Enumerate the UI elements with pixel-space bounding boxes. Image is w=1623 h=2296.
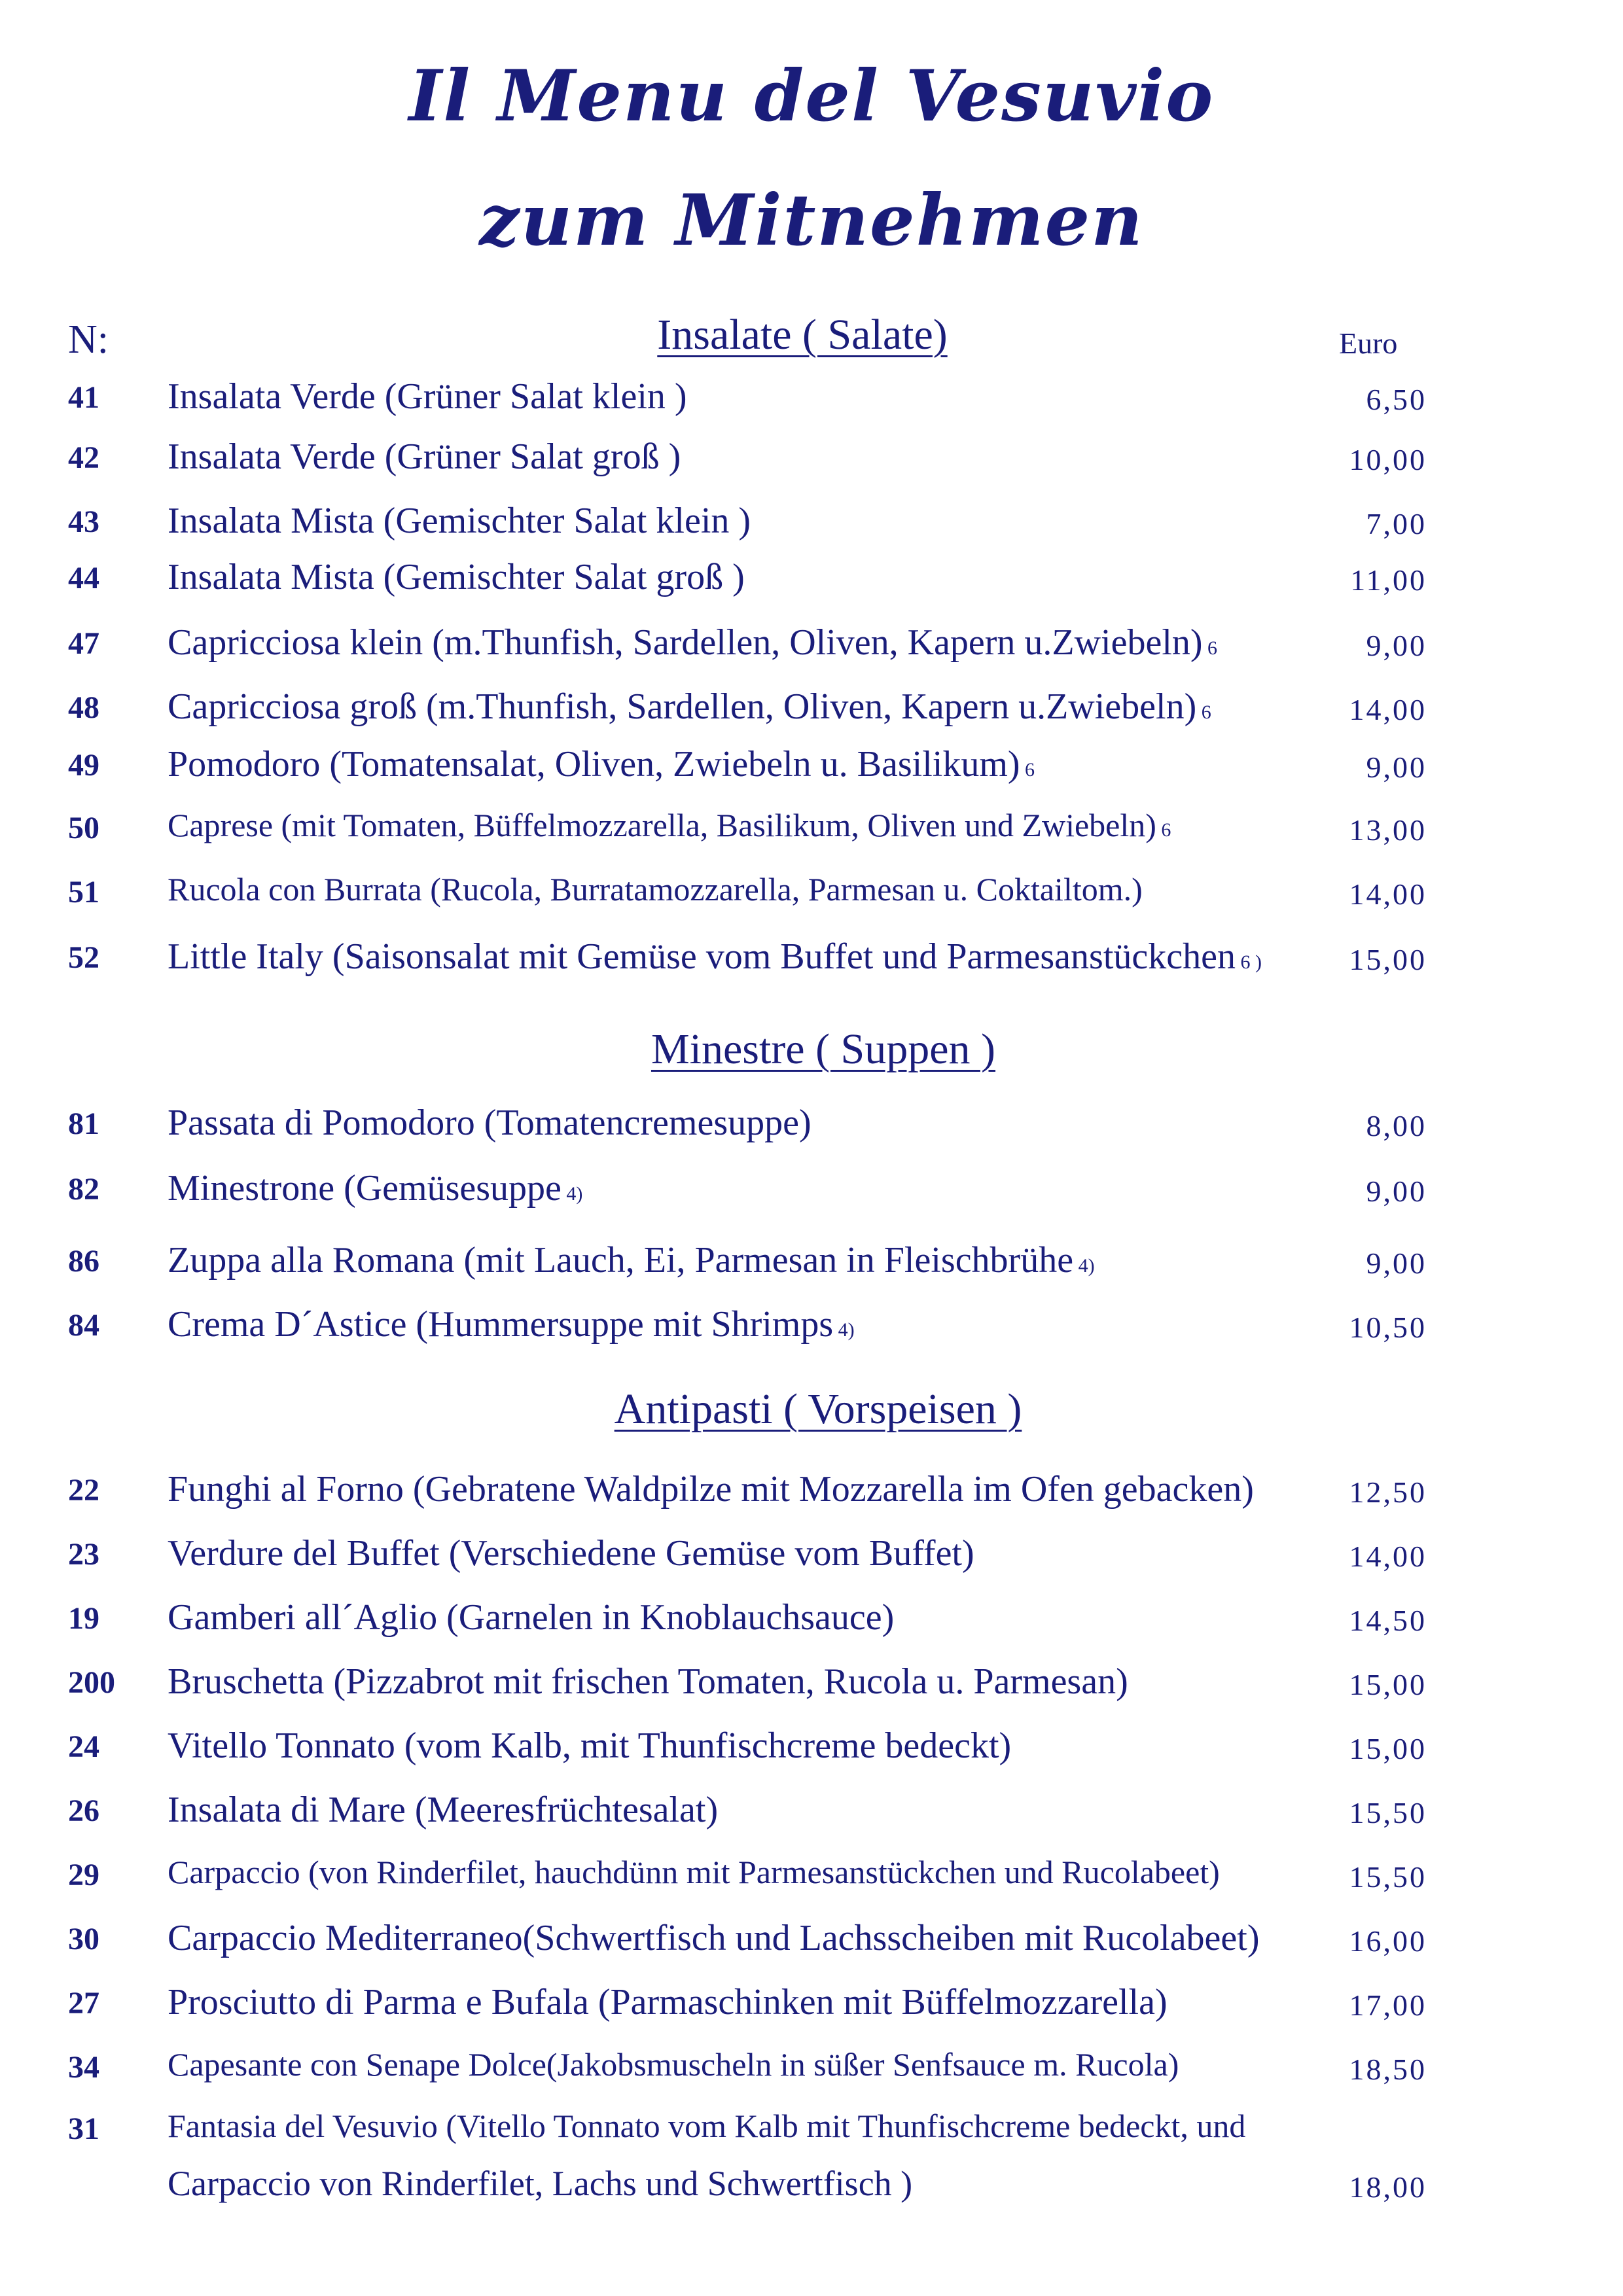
item-number: 51 (68, 875, 99, 910)
item-number: 22 (68, 1473, 99, 1508)
menu-item-row (0, 744, 1623, 800)
item-number: 200 (68, 1665, 115, 1700)
item-price: 10,50 (1349, 1311, 1427, 1344)
item-price: 6,50 (1366, 383, 1427, 416)
item-price: 9,00 (1366, 751, 1427, 784)
item-name (168, 936, 1346, 978)
item-name (168, 870, 1346, 908)
item-name (168, 376, 1346, 417)
item-price: 14,00 (1349, 877, 1427, 911)
item-name-text: Minestrone (Gemüsesuppe (168, 1168, 562, 1209)
menu-item-row (0, 1597, 1623, 1653)
item-name (168, 1597, 1346, 1638)
item-number: 48 (68, 690, 99, 725)
item-price: 15,50 (1349, 1860, 1427, 1894)
item-name (168, 1102, 1346, 1144)
menu-item-row (0, 1168, 1623, 1224)
item-name-text: Vitello Tonnato (vom Kalb, mit Thunfischcreme bedeckt) (168, 1725, 1012, 1766)
item-number: 82 (68, 1172, 99, 1207)
item-name (168, 500, 1346, 542)
menu-item-row (0, 1103, 1623, 1158)
menu-item-row (0, 1469, 1623, 1525)
item-number: 84 (68, 1308, 99, 1343)
menu-item-row (0, 871, 1623, 927)
item-price: 11,00 (1350, 563, 1427, 597)
allergen-note: 6 (1202, 637, 1218, 659)
item-number: 47 (68, 626, 99, 661)
allergen-note: 6 (1196, 701, 1211, 723)
item-name (168, 1239, 1346, 1281)
item-name-continuation: Carpaccio von Rinderfilet, Lachs und Schwertfisch ) (168, 2164, 913, 2203)
menu-item-row (0, 1790, 1623, 1845)
item-price: 7,00 (1366, 507, 1427, 540)
menu-item-row (0, 807, 1623, 862)
item-name (168, 556, 1346, 598)
item-name (168, 2107, 1346, 2145)
menu-item-row (0, 936, 1623, 992)
menu-item-row (0, 2108, 1623, 2204)
item-price: 9,00 (1366, 1174, 1427, 1208)
item-name-text: Prosciutto di Parma e Bufala (Parmaschinken mit Büffelmozzarella) (168, 1982, 1168, 2022)
section-heading-antipasti: Antipasti ( Vorspeisen ) (614, 1385, 1022, 1433)
item-number: 34 (68, 2050, 99, 2085)
item-name-text: Capricciosa klein (m.Thunfish, Sardellen, Oliven, Kapern u.Zwiebeln) (168, 622, 1203, 663)
item-name-text: Gamberi all´Aglio (Garnelen in Knoblauchsauce) (168, 1597, 895, 1638)
item-price: 14,00 (1349, 693, 1427, 726)
item-price: 17,00 (1349, 1988, 1427, 2022)
item-price: 10,00 (1349, 443, 1427, 476)
item-number: 31 (68, 2111, 99, 2146)
item-number: 50 (68, 811, 99, 845)
item-number: 23 (68, 1537, 99, 1572)
item-name-text: Insalata Verde (Grüner Salat groß ) (168, 436, 681, 477)
item-name-text: Bruschetta (Pizzabrot mit frischen Tomaten, Rucola u. Parmesan) (168, 1661, 1128, 1702)
item-price: 14,50 (1349, 1604, 1427, 1637)
item-name (168, 1789, 1346, 1831)
item-price: 15,00 (1349, 1732, 1427, 1765)
allergen-note: 4) (561, 1183, 583, 1205)
item-name (168, 1725, 1346, 1767)
item-price: 14,00 (1349, 1540, 1427, 1573)
menu-title-line2: zum Mitnehmen (479, 179, 1144, 262)
item-name (168, 1981, 1346, 2023)
item-number: 43 (68, 504, 99, 539)
allergen-note: 4) (833, 1319, 855, 1341)
item-number: 52 (68, 940, 99, 975)
menu-item-row (0, 436, 1623, 492)
menu-item-row (0, 622, 1623, 678)
item-name-text: Insalata Verde (Grüner Salat klein ) (168, 376, 687, 417)
item-name-text: Insalata Mista (Gemischter Salat groß ) (168, 557, 745, 597)
menu-title-line1: Il Menu del Vesuvio (408, 55, 1215, 137)
menu-item-row (0, 1918, 1623, 1973)
item-number: 27 (68, 1986, 99, 2021)
item-price: 8,00 (1366, 1109, 1427, 1142)
item-number: 24 (68, 1729, 99, 1764)
currency-column-label: Euro (1339, 327, 1398, 360)
item-name-text: Funghi al Forno (Gebratene Waldpilze mit Mozzarella im Ofen gebacken) (168, 1469, 1254, 1510)
item-price: 18,00 (1349, 2170, 1427, 2204)
item-number: 42 (68, 440, 99, 475)
item-name (168, 1661, 1346, 1703)
item-number: 26 (68, 1793, 99, 1828)
menu-item-row (0, 2046, 1623, 2102)
item-name (168, 1468, 1346, 1510)
item-name-text: Fantasia del Vesuvio (Vitello Tonnato vom Kalb mit Thunfischcreme bedeckt, und (168, 2108, 1246, 2144)
item-name (168, 1853, 1346, 1891)
item-number: 30 (68, 1922, 99, 1956)
item-name-text: Carpaccio (von Rinderfilet, hauchdünn mit Parmesanstückchen und Rucolabeet) (168, 1854, 1220, 1890)
item-name-text: Rucola con Burrata (Rucola, Burratamozzarella, Parmesan u. Coktailtom.) (168, 871, 1143, 908)
item-name-text: Crema D´Astice (Hummersuppe mit Shrimps (168, 1304, 834, 1345)
item-price: 9,00 (1366, 629, 1427, 662)
item-name-text: Little Italy (Saisonsalat mit Gemüse vom Buffet und Parmesanstückchen (168, 936, 1236, 977)
item-name-text: Capesante con Senape Dolce(Jakobsmuscheln in süßer Senfsauce m. Rucola) (168, 2046, 1179, 2083)
item-name (168, 2045, 1346, 2083)
item-name (168, 806, 1346, 844)
item-price: 13,00 (1349, 813, 1427, 847)
item-price: 12,50 (1349, 1475, 1427, 1509)
item-name-text: Insalata di Mare (Meeresfrüchtesalat) (168, 1790, 719, 1830)
item-number: 86 (68, 1244, 99, 1279)
menu-item-row (0, 686, 1623, 742)
item-name-text: Caprese (mit Tomaten, Büffelmozzarella, Basilikum, Oliven und Zwiebeln) (168, 807, 1156, 843)
item-price: 15,00 (1349, 943, 1427, 976)
item-price: 16,00 (1349, 1924, 1427, 1958)
menu-item-row (0, 1304, 1623, 1360)
item-name (168, 686, 1346, 728)
item-name (168, 1532, 1346, 1574)
item-name (168, 1167, 1346, 1209)
allergen-note: 6 (1156, 819, 1171, 841)
allergen-note: 6 (1020, 759, 1035, 781)
item-name-text: Pomodoro (Tomatensalat, Oliven, Zwiebeln u. Basilikum) (168, 744, 1020, 785)
item-name-text: Carpaccio Mediterraneo(Schwertfisch und Lachsscheiben mit Rucolabeet) (168, 1918, 1260, 1958)
section-heading-insalate: Insalate ( Salate) (657, 311, 948, 359)
number-column-label: N: (68, 317, 109, 362)
item-price: 18,50 (1349, 2053, 1427, 2086)
item-price: 15,50 (1349, 1796, 1427, 1829)
item-name-text: Capricciosa groß (m.Thunfish, Sardellen, Oliven, Kapern u.Zwiebeln) (168, 686, 1197, 727)
section-heading-minestre: Minestre ( Suppen ) (651, 1025, 996, 1073)
item-price: 15,00 (1349, 1668, 1427, 1701)
item-number: 81 (68, 1106, 99, 1141)
menu-item-row (0, 1240, 1623, 1296)
menu-item-row (0, 1854, 1623, 1909)
item-name (168, 1303, 1346, 1345)
menu-item-row (0, 376, 1623, 432)
item-name (168, 622, 1346, 663)
item-number: 44 (68, 561, 99, 595)
menu-item-row (0, 557, 1623, 612)
item-price: 9,00 (1366, 1246, 1427, 1280)
menu-item-row (0, 1982, 1623, 2038)
menu-item-row (0, 1533, 1623, 1589)
item-number: 49 (68, 748, 99, 783)
item-name (168, 436, 1346, 478)
menu-item-row (0, 1661, 1623, 1717)
item-name (168, 743, 1346, 785)
menu-item-row (0, 1725, 1623, 1781)
item-number: 29 (68, 1858, 99, 1892)
item-number: 19 (68, 1601, 99, 1636)
allergen-note: 6 ) (1235, 951, 1262, 973)
item-name-text: Verdure del Buffet (Verschiedene Gemüse vom Buffet) (168, 1533, 974, 1574)
allergen-note: 4) (1073, 1255, 1095, 1277)
menu-item-row (0, 501, 1623, 556)
item-number: 41 (68, 380, 99, 415)
item-name-text: Passata di Pomodoro (Tomatencremesuppe) (168, 1103, 812, 1143)
item-name (168, 1917, 1346, 1959)
item-name-text: Insalata Mista (Gemischter Salat klein ) (168, 501, 751, 541)
item-name-text: Zuppa alla Romana (mit Lauch, Ei, Parmesan in Fleischbrühe (168, 1240, 1074, 1280)
